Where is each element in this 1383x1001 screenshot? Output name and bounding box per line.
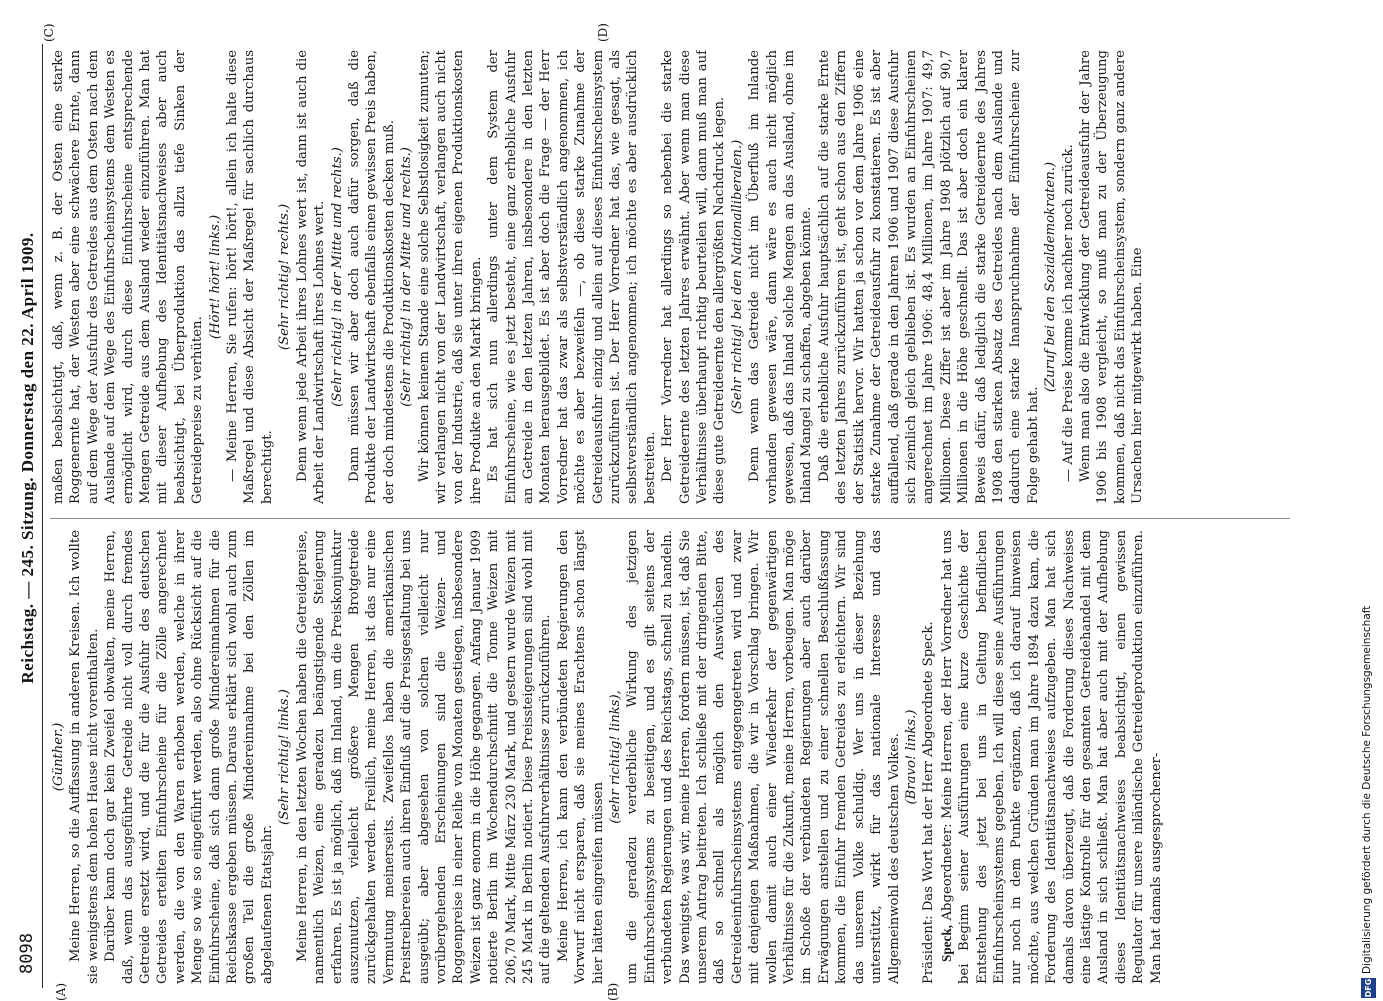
margin-marker-c: (C) — [42, 23, 56, 42]
digitization-credit — [1358, 0, 1380, 1000]
paragraph: — Auf die Preise komme ich nachher noch zurück. — [1060, 144, 1076, 482]
paragraph: Meine Herren, ich kann den verbündeten Regierungen den Vorwurf nicht ersparen, daß sie meines Erachtens schon längst hier hätten eingreifen müssen — [555, 530, 606, 984]
paragraph: Darüber kann doch gar kein Zweifel obwalten, meine Herren, daß, wenn das ausgeführte Getreide nicht voll durch fremdes Getreide ersetzt wird, und die für die Ausfuhr des deutschen Getreides erteilten Einfuhrscheine für die Zölle angerechnet werden, die von den Waren erhoben werden, welche in ihrer Menge so wie so eingeführt werden, also ohne Rücksicht auf die Einfuhrscheine, daß sich dann große Mindereinnahmen für die Reichskasse ergeben müssen. Daraus erklärt sich wohl auch zum großen Teil die große Mindereinnahme bei den Zöllen im abgelaufenen Etatsjahr. — [103, 530, 275, 984]
page-number: 8098 — [17, 933, 37, 974]
interjection: (Zuruf bei den Sozialdemokraten.) — [1043, 161, 1059, 393]
paragraph: Dann müssen wir aber doch auch dafür sorgen, daß die Produkte der Landwirtschaft ebenfalls einen gewissen Preis haben, der doch mindestens die Produktionskosten decken muß. — [346, 50, 397, 504]
interjection: (Hört! hört! links.) — [207, 214, 223, 340]
margin-marker-a: (A) — [54, 982, 68, 1001]
paragraph: Der Herr Vorredner hat allerdings so nebenbei die starke Getreideernte des letzten Jahres erwähnt. Aber wenn man diese Verhältnisse überhaupt richtig beurteilen will, dann muß man auf diese gute Getreideernte den allergrößten Nachdruck legen. — [660, 50, 728, 504]
paragraph: Denn wenn jede Arbeit ihres Lohnes wert ist, dann ist auch die Arbeit der Landwirtschaft ihres Lohnes wert. — [294, 50, 328, 504]
paragraph: Daß die erhebliche Ausfuhr hauptsächlich auf die starke Ernte des letzten Jahres zurückzuführen ist, geht schon aus den Ziffern der Statistik hervor. Wir hatten ja schon vor dem Jahre 1906 eine starke Zunahme der Getreideausfuhr zu konstatieren. Es ist aber auffallend, daß gerade in den Jahren 1906 und 1907 diese Ausfuhr sich ziemlich gleich geblieben ist. Es wurden an Einfuhrscheinen angerechnet im Jahre 1906: 48,4 Millionen, im Jahre 1907: 49,7 Millionen. Diese Ziffer ist aber im Jahre 1908 plötzlich auf 90,7 Millionen in die Höhe geschnellt. Das ist aber doch ein klarer Beweis dafür, daß lediglich die starke Getreideernte des Jahres 1908 den starken Absatz des Getreides nach dem Auslande und dadurch eine starke Inanspruchnahme der Einfuhrscheine zur Folge gehabt hat. — [816, 50, 1041, 504]
margin-marker-b: (B) — [606, 982, 620, 1001]
paragraph: Wenn man also die Entwicklung der Getreideausfuhr der Jahre 1906 bis 1908 vergleicht, so muß man zu der Überzeugung kommen, daß nicht das Einfuhrscheinsystem, sondern ganz andere Ursachen hier mitgewirkt haben. Eine — [1077, 50, 1146, 504]
right-text-column — [50, 50, 1290, 504]
speech-text: Abgeordneter: Meine Herren, der Herr Vorredner hat uns bei Beginn seiner Ausführungen eine kurze Geschichte der Entstehung des jetzt bei uns in Geltung befindlichen Einfuhrscheinsystems gegeben. Ich will diese seine Ausführungen nur noch in dem Punkte ergänzen, daß ich darauf hinweisen möchte, aus welchen Gründen man im Jahre 1894 dazu kam, die Forderung des Identitätsnachweises aufzugeben. Man hat sich damals davon überzeugt, daß die Forderung dieses Nachweises eine lästige Kontrolle für den gesamten Getreidehandel mit dem Ausland in sich schließt. Man hat aber auch mit der Aufhebung dieses Identitätsnachweises beabsichtigt, einen gewissen Regulator für unsere inländische Getreideproduktion einzuführen. Man hat damals ausgesprochener- — [939, 530, 1164, 984]
interjection: (Sehr richtig! links.) — [277, 689, 293, 825]
document-page — [16, 23, 1314, 1001]
paragraph: Meine Herren, in den letzten Wochen haben die Getreidepreise, namentlich Weizen, eine geradezu beängstigende Steigerung erfahren. Es ist ja möglich, daß im Inland, um die Preiskonjunktur auszunutzen, vielleicht größere Mengen Brotgetreide zurückgehalten werden. Freilich, meine Herren, ist das nur eine Vermutung meinerseits. Zweifellos haben die amerikanischen Preistreibereien auch ihren Einfluß auf die Preisgestaltung bei uns ausgeübt; aber abgesehen von solchen vielleicht nur vorübergehenden Erscheinungen sind die Weizen- und Roggenpreise in einer Reihe von Monaten gestiegen, insbesondere Weizen ist ganz enorm in die Höhe gegangen. Anfang Januar 1909 notierte Berlin im Wochendurchschnitt die Tonne Weizen mit 206,70 Mark, Mitte März 230 Mark, und gestern wurde Weizen mit 245 Mark in Berlin notiert. Diese Preissteigerungen sind wohl mit auf die geltenden Ausfuhrverhältnisse zurückzuführen. — [294, 530, 554, 984]
speaker-name: Speck, — [938, 924, 954, 962]
paragraph: maßen beabsichtigt, daß, wenn z. B. der Osten eine starke Roggenernte hat, der Westen aber eine schwächere Ernte, dann auf dem Wege der Ausfuhr des Getreides aus dem Osten nach dem Auslande auf dem Wege des Einfuhrscheinsystems dem Westen es ermöglicht wird, durch diese Einfuhrscheine entsprechende Mengen Getreide aus dem Ausland wieder einzuführen. Man hat mit dieser Aufhebung des Identitätsnachweises aber auch beabsichtigt, bei Überproduktion das allzu tiefe Sinken der Getreidepreise zu verhüten. — [51, 50, 206, 504]
dfg-logo: DFG — [1361, 978, 1376, 998]
interjection: (Bravo! links.) — [903, 709, 919, 805]
interjection: (Sehr richtig! in der Mitte und rechts.) — [329, 147, 345, 407]
credit-text: Digitalisierung gefördert durch die Deutsche Forschungsgemeinschaft — [1361, 605, 1373, 974]
page-title: Reichstag. — 245. Sitzung. Donnerstag den 22. April 1909. — [18, 232, 37, 684]
speaker-tag: (Günther.) — [51, 722, 66, 792]
interjection: (Sehr richtig! rechts.) — [277, 203, 293, 351]
paragraph: Es hat sich nun allerdings unter dem System der Einfuhrscheine, wie es jetzt besteht, eine ganz erhebliche Ausfuhr an Getreide in den letzten Jahren, insbesondere in den letzten Monaten herausgebildet. Es ist aber doch die Frage — der Herr Vorredner hat das zwar als selbstverständlich angenommen, ich möchte es aber bezweifeln —, ob diese starke Zunahme der Getreideausfuhr einzig und allein auf dieses Einfuhrscheinsystem zurückzuführen ist. Der Herr Vorredner hat das, wie gesagt, als selbstverständlich angenommen; ich möchte es aber ausdrücklich bestreiten. — [486, 50, 658, 504]
paragraph: Meine Herren, so die Auffassung in anderen Kreisen. Ich wollte sie wenigstens dem hohen Hause nicht vorenthalten. — [68, 530, 101, 984]
paragraph: — Meine Herren, Sie rufen: hört! hört!, allein ich halte diese Maßregel und diese Absicht der Maßregel für sachlich durchaus berechtigt. — [225, 50, 275, 504]
column-divider — [50, 518, 1290, 519]
left-text-column — [50, 530, 1290, 984]
paragraph: Denn wenn das Getreide nicht im Überfluß im Inlande vorhanden gewesen wäre, dann wäre es auch nicht möglich gewesen, daß das Inland solche Mengen an das Ausland, ohne im Inland Mangel zu schaffen, abgeben könnte. — [747, 50, 815, 504]
margin-marker-d: (D) — [596, 23, 610, 42]
interjection: (Sehr richtig! in der Mitte und rechts.) — [399, 147, 415, 407]
president-statement: Präsident: Das Wort hat der Herr Abgeordnete Speck. — [921, 621, 937, 984]
paragraph: um die geradezu verderbliche Wirkung des jetzigen Einfuhrscheinsystems zu beseitigen, und es gilt seitens der verbündeten Regierungen und des Reichstags, schnell zu handeln. Das wenigste, was wir, meine Herren, fordern müssen, ist, daß Sie unserem Antrag beitreten. Ich schließe mit der dringenden Bitte, daß so schnell als möglich den Auswüchsen des Getreideeinfuhrscheinsystems entgegengetreten wird und zwar mit denjenigen Maßnahmen, die wir in Vorschlag bringen. Wir wollen damit auch einer Wiederkehr der gegenwärtigen Verhältnisse für die Zukunft, meine Herren, vorbeugen. Man möge im Schoße der verbündeten Regierungen aber auch darüber Erwägungen anstellen und zu einer schnellen Beschlußfassung kommen, die Einfuhr fremden Getreides zu erleichtern. Wir sind das unserem Volke schuldig. Wer uns in dieser Beziehung unterstützt, wirkt für das nationale Interesse und das Allgemeinwohl des deutschen Volkes. — [625, 530, 902, 984]
paragraph — [938, 530, 1165, 984]
page-header — [16, 44, 43, 988]
paragraph: Wir können keinem Stande eine solche Selbstlosigkeit zumuten; wir verlangen nicht von der Landwirtschaft, verlangen auch nicht von der Industrie, daß sie unter ihren eigenen Produktionskosten ihre Produkte an den Markt bringen. — [416, 50, 484, 504]
interjection: (sehr richtig! links), — [608, 690, 623, 824]
interjection: (Sehr richtig! bei den Nationalliberalen.) — [729, 139, 745, 415]
